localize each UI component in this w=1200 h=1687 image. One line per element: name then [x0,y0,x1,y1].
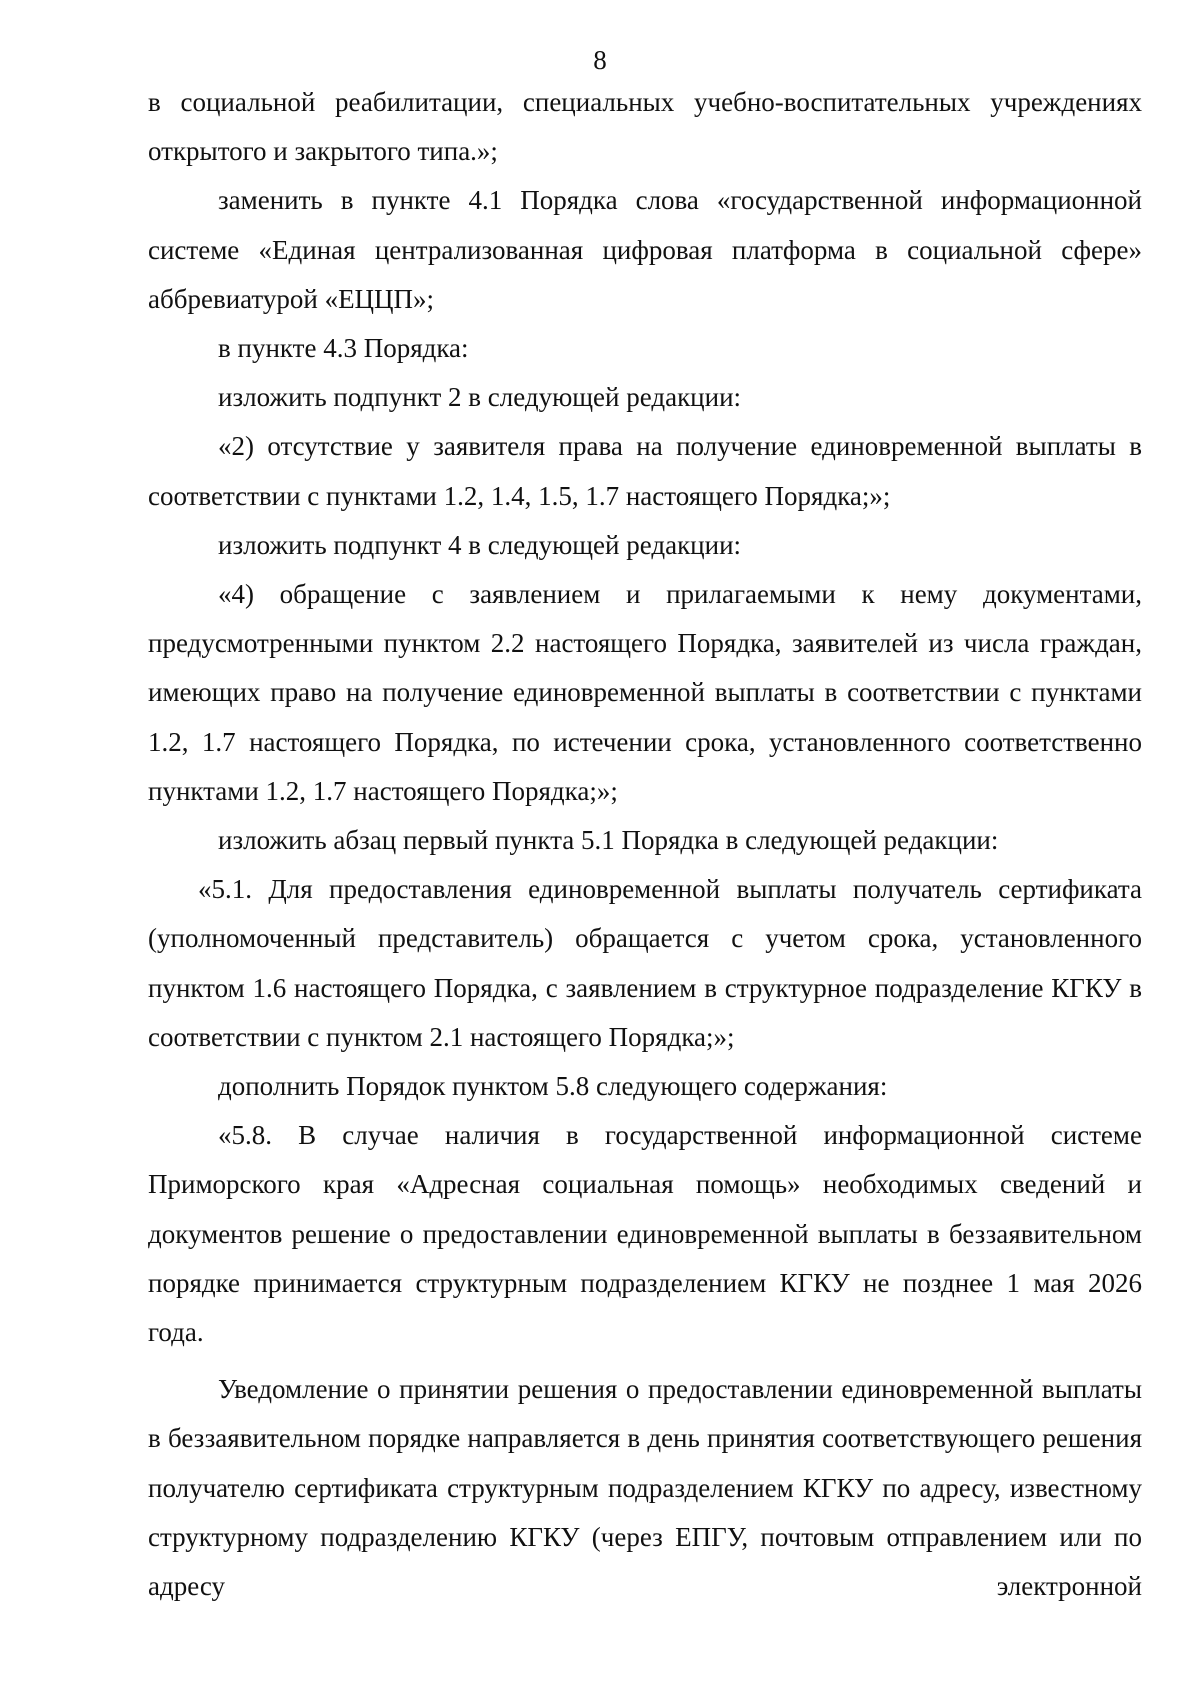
paragraph-subclause-2-text: «2) отсутствие у заявителя права на получение единовременной выплаты в соответствии с пунктами 1.2, 1.4, 1.5, 1.7 настоящего Порядка;»; [148,431,1142,511]
paragraph-clause-5-1-intro: изложить абзац первый пункта 5.1 Порядка в следующей редакции: [218,825,999,856]
paragraph-subclause-4-text: «4) обращение с заявлением и прилагаемыми к нему документами, предусмотренными пунктом 2.2 настоящего Порядка, заявителей из числа граждан, имеющих право на получение единовременной выплаты в соответствии с пунктами 1.2, 1.7 настоящего Порядка, по истечении срока, установленного соответственно пунктами 1.2, 1.7 настоящего Порядка;»; [148,579,1142,806]
paragraph-continuation: в социальной реабилитации, специальных учебно-воспитательных учреждениях открытого и закрытого типа.»; [148,87,1142,167]
page-number: 8 [593,45,607,75]
paragraph-clause-5-8-intro: дополнить Порядок пунктом 5.8 следующего содержания: [218,1071,888,1102]
paragraph-subclause-2-intro: изложить подпункт 2 в следующей редакции: [218,382,742,413]
paragraph-replace-abbreviation: заменить в пункте 4.1 Порядка слова «государственной информационной системе «Единая централизованная цифровая платформа в социальной сфере» аббревиатурой «ЕЦЦП»; [148,185,1142,314]
paragraph-subclause-4-intro: изложить подпункт 4 в следующей редакции: [218,529,742,560]
paragraph-notification: Уведомление о принятии решения о предоставлении единовременной выплаты в беззаявительном порядке направляется в день принятия соответствующего решения получателю сертификата структурным подразделением КГКУ по адресу, известному структурному подразделению КГКУ (через ЕПГУ, почтовым отправлением или по адресу электронной [148,1374,1142,1602]
paragraph-clause-4-3: в пункте 4.3 Порядка: [218,333,469,364]
document-body [148,78,1142,1611]
paragraph-clause-5-1-text: «5.1. Для предоставления единовременной выплаты получатель сертификата (уполномоченный представитель) обращается с учетом срока, установленного пунктом 1.6 настоящего Порядка, с заявлением в структурное подразделение КГКУ в соответствии с пунктом 2.1 настоящего Порядка;»; [148,874,1142,1052]
paragraph-clause-5-8-text: «5.8. В случае наличия в государственной информационной системе Приморского края «Адресная социальная помощь» необходимых сведений и документов решение о предоставлении единовременной выплаты в беззаявительном порядке принимается структурным подразделением КГКУ не позднее 1 мая 2026 года. [148,1120,1142,1348]
